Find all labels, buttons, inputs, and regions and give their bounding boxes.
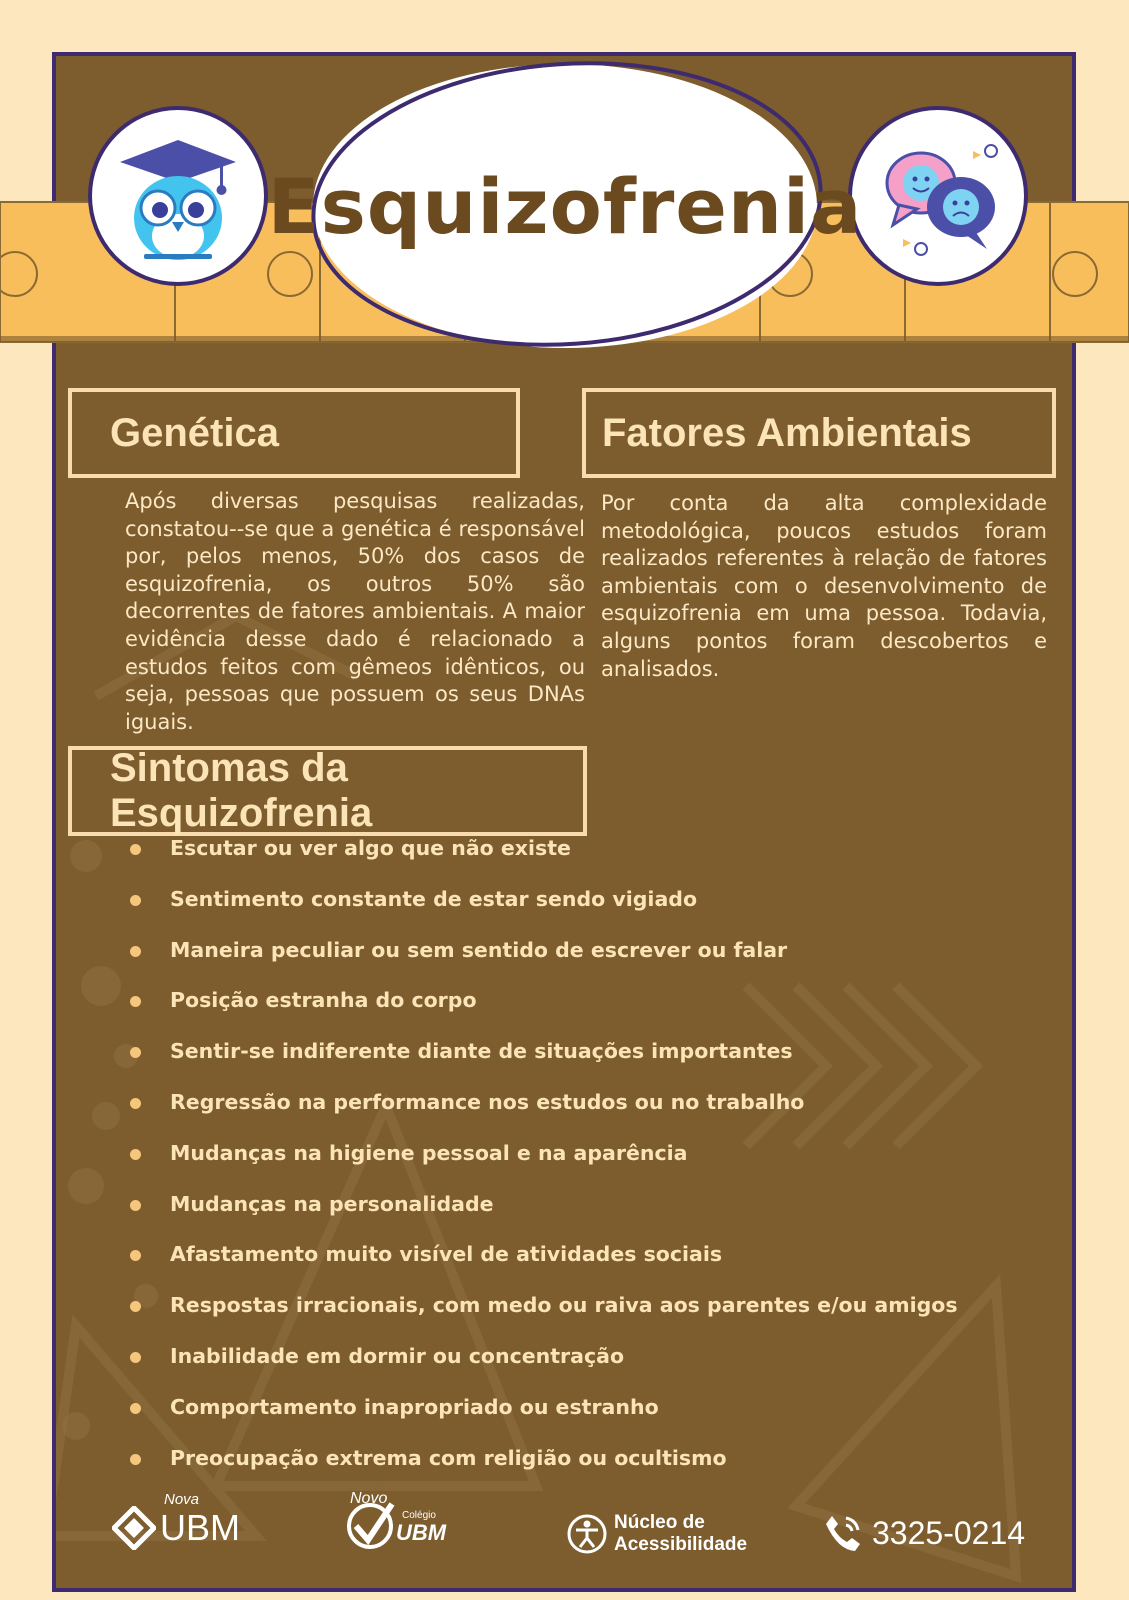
list-item: Mudanças na personalidade <box>130 1192 958 1243</box>
bullet-icon <box>130 1200 141 1211</box>
ambientais-heading <box>582 388 1056 478</box>
list-item: Inabilidade em dormir ou concentração <box>130 1344 958 1395</box>
sintomas-heading-text: Sintomas da Esquizofrenia <box>110 746 373 835</box>
nova-ubm-logo <box>112 1491 240 1550</box>
list-item: Afastamento muito visível de atividades sociais <box>130 1242 958 1293</box>
ubm-diamond-icon <box>112 1506 156 1550</box>
list-item: Sentir-se indiferente diante de situações importantes <box>130 1039 958 1090</box>
novo-label: Novo <box>350 1490 388 1507</box>
bullet-icon <box>130 1149 141 1160</box>
bullet-icon <box>130 844 141 855</box>
list-item: Regressão na performance nos estudos ou no trabalho <box>130 1090 958 1141</box>
list-item: Comportamento inapropriado ou estranho <box>130 1395 958 1446</box>
nucleo-line1: Núcleo de <box>614 1512 705 1533</box>
genetica-heading <box>68 388 520 478</box>
sintomas-heading <box>68 746 587 836</box>
page-title: Esquizofrenia <box>267 161 863 251</box>
genetica-heading-text: Genética <box>110 410 279 455</box>
bullet-icon <box>130 1403 141 1414</box>
ambientais-heading-text: Fatores Ambientais <box>602 410 972 455</box>
ambientais-paragraph: Por conta da alta complexidade metodológica, poucos estudos foram realizados referentes à relação de fatores ambientais com o desenvolvimento de esquizofrenia em uma pessoa. Todavia, alguns pontos foram descobertos e analisados. <box>601 491 1047 681</box>
bullet-icon <box>130 895 141 906</box>
ubm-label: UBM <box>160 1507 240 1548</box>
phone-number: 3325-0214 <box>872 1514 1026 1551</box>
bullet-icon <box>130 1454 141 1465</box>
bullet-icon <box>130 1352 141 1363</box>
list-item: Mudanças na higiene pessoal e na aparência <box>130 1141 958 1192</box>
nucleo-line2: Acessibilidade <box>614 1534 748 1555</box>
colegio-ubm-logo <box>344 1490 466 1550</box>
list-item: Preocupação extrema com religião ou ocultismo <box>130 1446 958 1497</box>
bullet-icon <box>130 946 141 957</box>
phone-icon <box>822 1512 864 1554</box>
nucleo-acessibilidade-logo <box>566 1512 747 1556</box>
bullet-icon <box>130 996 141 1007</box>
list-item: Respostas irracionais, com medo ou raiva aos parentes e/ou amigos <box>130 1293 958 1344</box>
accessibility-icon <box>566 1513 608 1555</box>
list-item: Maneira peculiar ou sem sentido de escrever ou falar <box>130 938 958 989</box>
phone-contact <box>822 1512 1025 1554</box>
owl-graduation-cap-icon <box>108 126 248 266</box>
symptom-list <box>130 836 958 1496</box>
bullet-icon <box>130 1301 141 1312</box>
list-item: Sentimento constante de estar sendo vigiado <box>130 887 958 938</box>
colegio-label: Colégio <box>402 1510 436 1521</box>
owl-badge <box>88 106 268 286</box>
bullet-icon <box>130 1250 141 1261</box>
bullet-icon <box>130 1047 141 1058</box>
speech-badge <box>848 106 1028 286</box>
bullet-icon <box>130 1098 141 1109</box>
list-item: Escutar ou ver algo que não existe <box>130 836 958 887</box>
colegio-ubm-label: UBM <box>396 1520 447 1545</box>
list-item: Posição estranha do corpo <box>130 988 958 1039</box>
speech-bubbles-faces-icon <box>863 121 1013 271</box>
nova-label: Nova <box>164 1491 200 1508</box>
title-oval <box>267 56 863 356</box>
genetica-paragraph: Após diversas pesquisas realizadas, constatou--se que a genética é responsável por, pelos menos, 50% dos casos de esquizofrenia, os outros 50% são decorrentes de fatores ambientais. A maior evidência desse dado é relacionado a estudos feitos com gêmeos idênticos, ou seja, pessoas que possuem os seus DNAs iguais. <box>125 489 585 734</box>
